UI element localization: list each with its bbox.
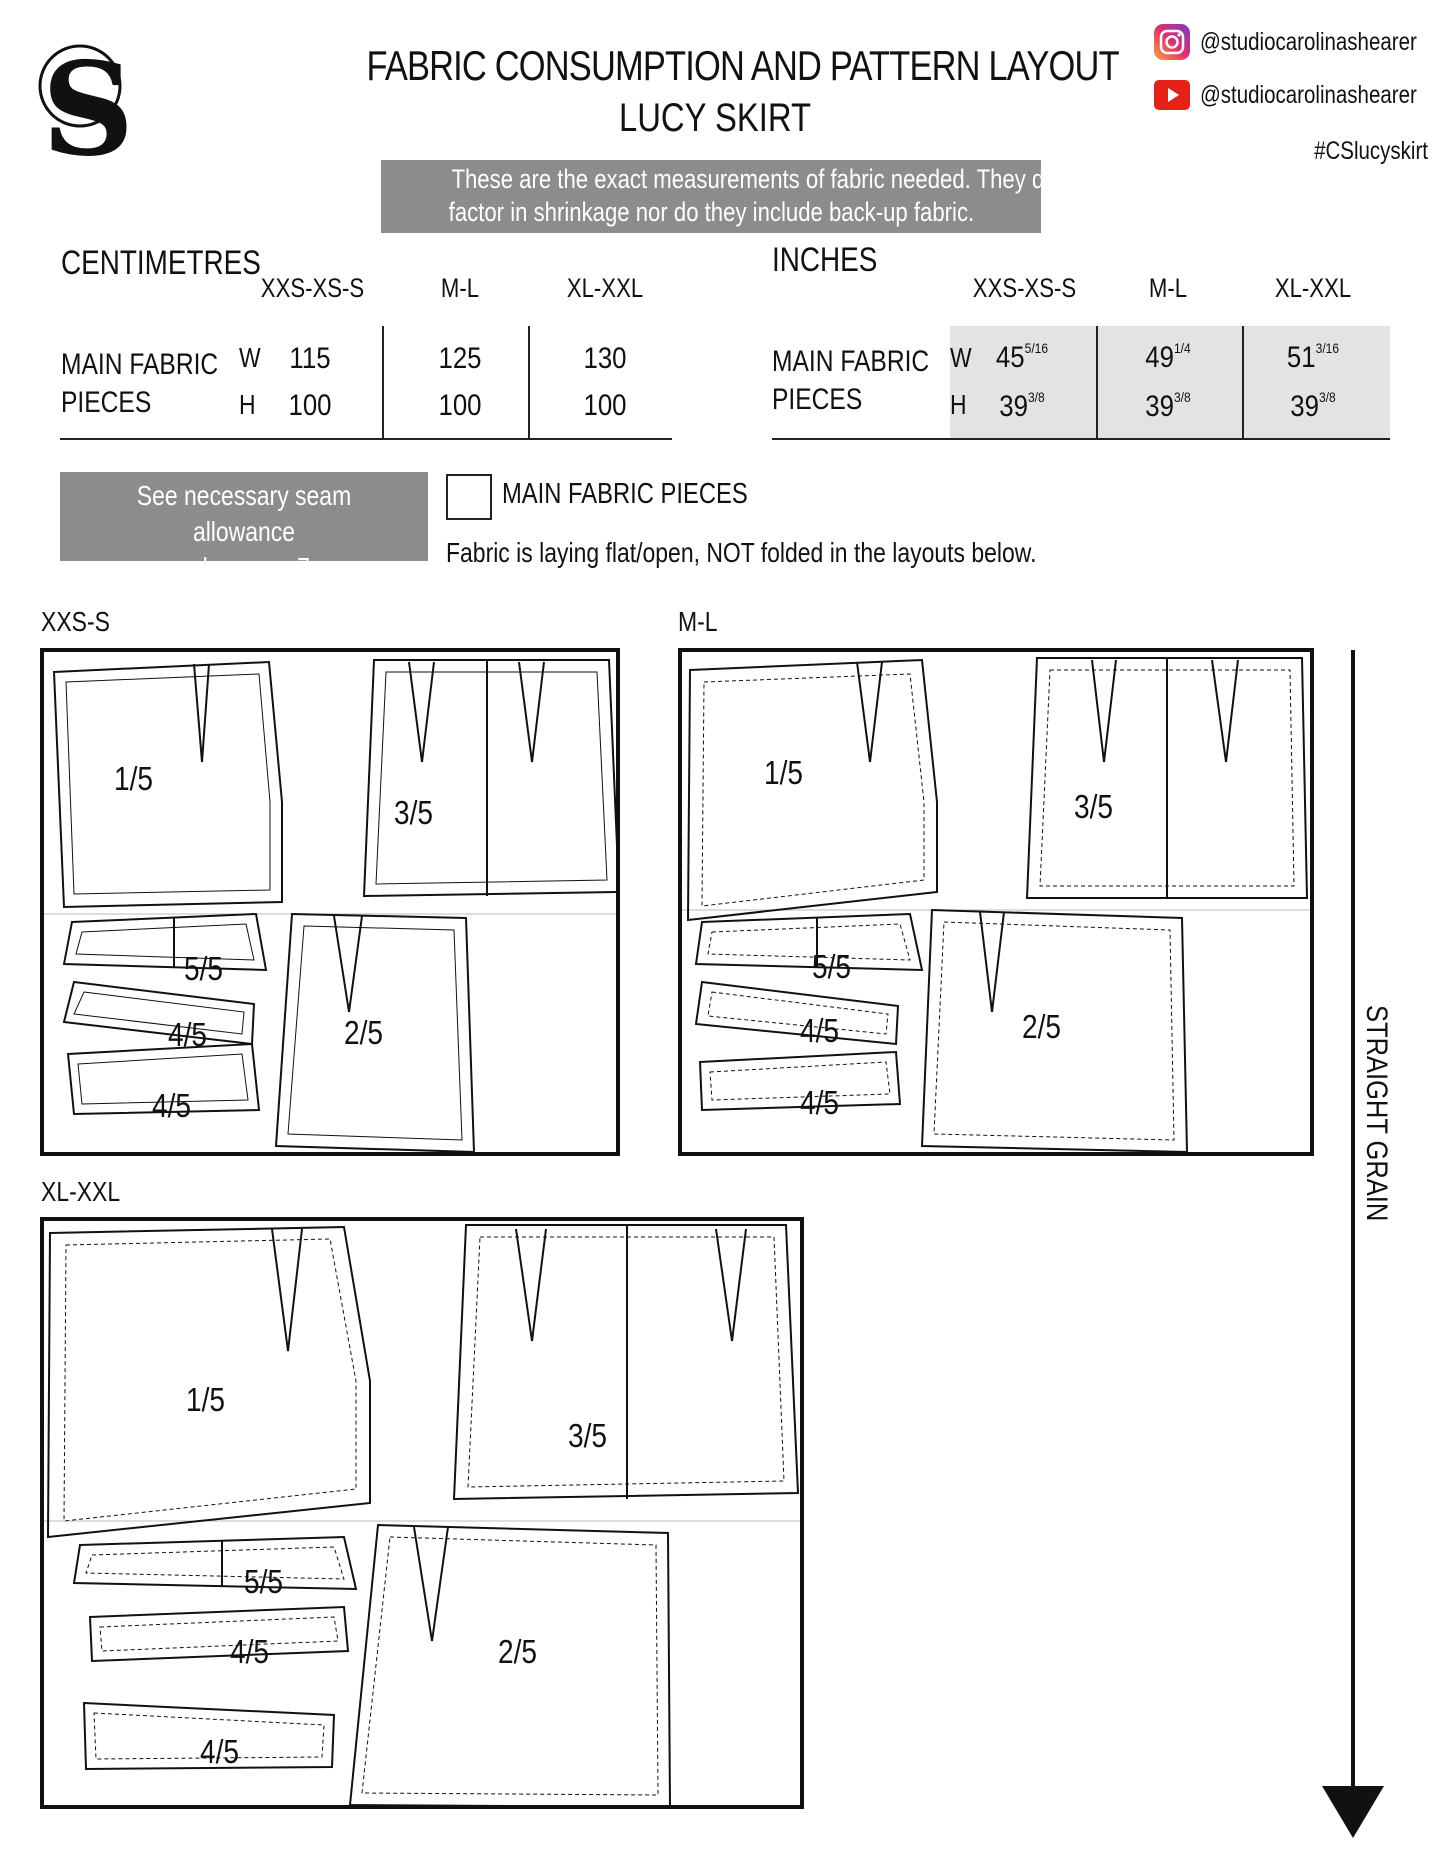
page-title: FABRIC CONSUMPTION AND PATTERN LAYOUT <box>366 42 1119 89</box>
page-subtitle: LUCY SKIRT <box>618 96 812 140</box>
inch-divider-1 <box>1096 326 1098 440</box>
grain-arrow-shaft <box>1351 650 1355 1790</box>
piece-label: 4/5 <box>152 1087 191 1124</box>
inch-w-ml-whole: 49 <box>1145 341 1174 374</box>
inch-row-label-2: PIECES <box>772 383 863 416</box>
piece-label: 5/5 <box>184 950 223 987</box>
inch-col-xxs: XXS-XS-S <box>972 273 1077 303</box>
seam-note-line-2: value on p. 7 <box>178 552 310 583</box>
inch-col-xl: XL-XXL <box>1274 273 1352 303</box>
layout-xxs-label: XXS-S <box>41 606 110 637</box>
piece-1-5 <box>54 662 282 907</box>
inch-row-label <box>772 343 929 419</box>
layout-ml <box>678 648 1314 1156</box>
cm-rule <box>60 438 672 440</box>
cm-col-xl: XL-XXL <box>566 273 644 303</box>
piece-label: 2/5 <box>498 1633 537 1670</box>
legend-label: MAIN FABRIC PIECES <box>502 478 748 510</box>
seam-note-line-1: See necessary seam allowance <box>136 480 352 547</box>
layout-ml-pieces <box>682 652 1314 1156</box>
layout-xl-label: XL-XXL <box>41 1176 121 1207</box>
youtube-link[interactable] <box>1152 75 1445 115</box>
piece-label: 4/5 <box>800 1012 839 1049</box>
flat-fabric-note: Fabric is laying flat/open, NOT folded in the layouts below. <box>446 537 1037 568</box>
inch-w-xl-whole: 51 <box>1286 341 1316 374</box>
instagram-link[interactable] <box>1152 22 1445 62</box>
inch-divider-2 <box>1242 326 1244 440</box>
piece-3-5 <box>364 660 619 896</box>
layout-xl-pieces <box>44 1221 804 1809</box>
layout-xxs <box>40 648 620 1156</box>
piece-4-5-a <box>696 982 898 1044</box>
cm-divider-1 <box>382 326 384 440</box>
fabric-note-line-1: These are the exact measurements of fabric needed. They do not <box>451 164 1094 194</box>
layout-xxs-pieces <box>44 652 620 1156</box>
cm-col-ml: M-L <box>440 273 480 303</box>
inch-w-ml-frac: 1/4 <box>1173 340 1191 356</box>
cm-h-label: H <box>239 389 256 420</box>
cm-w-xl: 130 <box>583 342 627 375</box>
instagram-handle: @studiocarolinashearer <box>1200 27 1417 56</box>
inch-w-xl-frac: 3/16 <box>1315 340 1340 356</box>
cm-h-xxs: 100 <box>288 389 332 422</box>
cm-row-label <box>61 346 218 422</box>
seam-allowance-note <box>60 472 428 583</box>
layout-ml-label: M-L <box>678 606 718 637</box>
grain-label: STRAIGHT GRAIN <box>1360 1005 1393 1222</box>
piece-label: 1/5 <box>114 760 153 797</box>
instagram-icon <box>1152 22 1192 62</box>
hashtag: #CSlucyskirt <box>1314 137 1428 165</box>
cm-h-xl: 100 <box>583 389 627 422</box>
cm-divider-2 <box>528 326 530 440</box>
cm-w-label: W <box>239 342 261 373</box>
inch-h-label: H <box>950 389 967 420</box>
brand-logo <box>36 36 146 166</box>
inch-w-xxs <box>970 340 1073 375</box>
piece-label: 5/5 <box>812 948 851 985</box>
inch-w-xxs-frac: 5/16 <box>1024 340 1049 356</box>
fabric-note-line-2: factor in shrinkage nor do they include back-up fabric. <box>448 197 974 227</box>
piece-label: 1/5 <box>764 754 803 791</box>
piece-label: 4/5 <box>230 1633 269 1670</box>
inch-h-xl-whole: 39 <box>1290 390 1319 423</box>
piece-label: 3/5 <box>394 794 433 831</box>
inch-h-xl <box>1261 389 1364 424</box>
piece-label: 3/5 <box>1074 788 1113 825</box>
inch-w-xl <box>1261 340 1364 375</box>
cm-h-ml: 100 <box>438 389 482 422</box>
inch-h-xxs-frac: 3/8 <box>1027 389 1045 405</box>
inch-h-xxs-whole: 39 <box>999 390 1028 423</box>
inch-rule <box>772 438 1390 440</box>
layout-xl <box>40 1217 804 1809</box>
piece-4-5-a <box>64 982 254 1044</box>
legend-swatch <box>446 474 492 520</box>
inch-w-xxs-whole: 45 <box>995 341 1025 374</box>
inch-w-ml <box>1116 340 1219 375</box>
inch-h-xxs <box>970 389 1073 424</box>
piece-label: 2/5 <box>1022 1008 1061 1045</box>
piece-label: 4/5 <box>200 1733 239 1770</box>
piece-5-5 <box>696 914 922 970</box>
piece-5-5 <box>64 914 266 970</box>
inch-heading: INCHES <box>772 241 878 279</box>
piece-label: 2/5 <box>344 1014 383 1051</box>
inch-h-xl-frac: 3/8 <box>1318 389 1336 405</box>
piece-label: 3/5 <box>568 1417 607 1454</box>
piece-5-5 <box>74 1537 356 1589</box>
inch-h-ml-frac: 3/8 <box>1173 389 1191 405</box>
inch-h-ml <box>1116 389 1219 424</box>
youtube-handle: @studiocarolinashearer <box>1200 80 1417 109</box>
inch-h-ml-whole: 39 <box>1145 390 1174 423</box>
piece-label: 1/5 <box>186 1381 225 1418</box>
cm-w-xxs: 115 <box>289 342 331 375</box>
piece-label: 4/5 <box>800 1084 839 1121</box>
svg-text:S: S <box>41 36 135 166</box>
inch-row-label-1: MAIN FABRIC <box>772 345 930 378</box>
cm-heading: CENTIMETRES <box>61 244 261 282</box>
cm-col-xxs: XXS-XS-S <box>260 273 365 303</box>
inch-col-ml: M-L <box>1148 273 1188 303</box>
inch-w-label: W <box>950 342 972 373</box>
piece-1-5 <box>688 660 937 920</box>
piece-4-5-a <box>90 1607 348 1661</box>
piece-label: 4/5 <box>168 1016 207 1053</box>
cm-row-label-2: PIECES <box>61 386 152 419</box>
cm-w-ml: 125 <box>438 342 482 375</box>
piece-label: 5/5 <box>244 1563 283 1600</box>
grain-arrow-head-icon <box>1322 1786 1384 1838</box>
cm-row-label-1: MAIN FABRIC <box>61 348 219 381</box>
fabric-note <box>381 160 1094 233</box>
youtube-icon <box>1152 75 1192 115</box>
